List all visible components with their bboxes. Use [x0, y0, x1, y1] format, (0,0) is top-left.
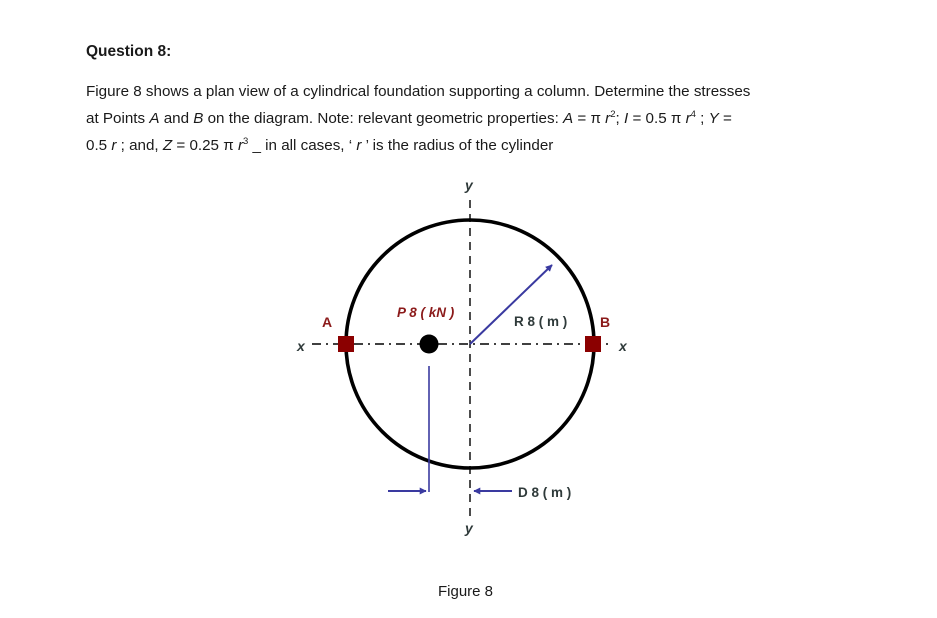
axis-x-left-label: x	[297, 338, 305, 354]
figure-caption: Figure 8	[438, 583, 494, 600]
section-modulus-symbol: Z	[162, 137, 173, 154]
area-symbol: A	[563, 110, 574, 127]
question-title: Question 8:	[86, 43, 172, 60]
y-symbol: Y	[708, 110, 719, 127]
load-label: P 8 ( kN )	[397, 305, 455, 320]
point-a-ref: A	[149, 110, 160, 127]
radius-label: R 8 ( m )	[514, 314, 568, 329]
point-a-label: A	[322, 314, 333, 330]
axis-y-top-label: y	[465, 177, 473, 193]
point-a-marker	[338, 336, 354, 352]
question-text: Figure 8 shows a plan view of a cylindrical foundation supporting a column. Determine the stresses at Points A and B on the diagram. Note: relevant geometric properties: A = π $r^2$; I = 0.5 π $r^4$ ; Y = 0.5 r ; and, Z = 0.25 π $r^3$ _ in all cases, ‘ r ’ is the radius of the cylinder	[86, 83, 751, 154]
eccentricity-label: D 8 ( m )	[518, 485, 572, 500]
column-load-point	[420, 335, 439, 354]
point-b-marker	[585, 336, 601, 352]
radius-arrow	[470, 265, 552, 344]
inertia-symbol: I	[623, 110, 629, 127]
point-b-ref: B	[193, 110, 204, 127]
point-b-label: B	[600, 314, 611, 330]
axis-x-right-label: x	[619, 338, 627, 354]
axis-y-bottom-label: y	[465, 520, 473, 536]
question-line-1: Figure 8 shows a plan view of a cylindrical foundation supporting a column. Determine the stresses	[86, 83, 751, 100]
